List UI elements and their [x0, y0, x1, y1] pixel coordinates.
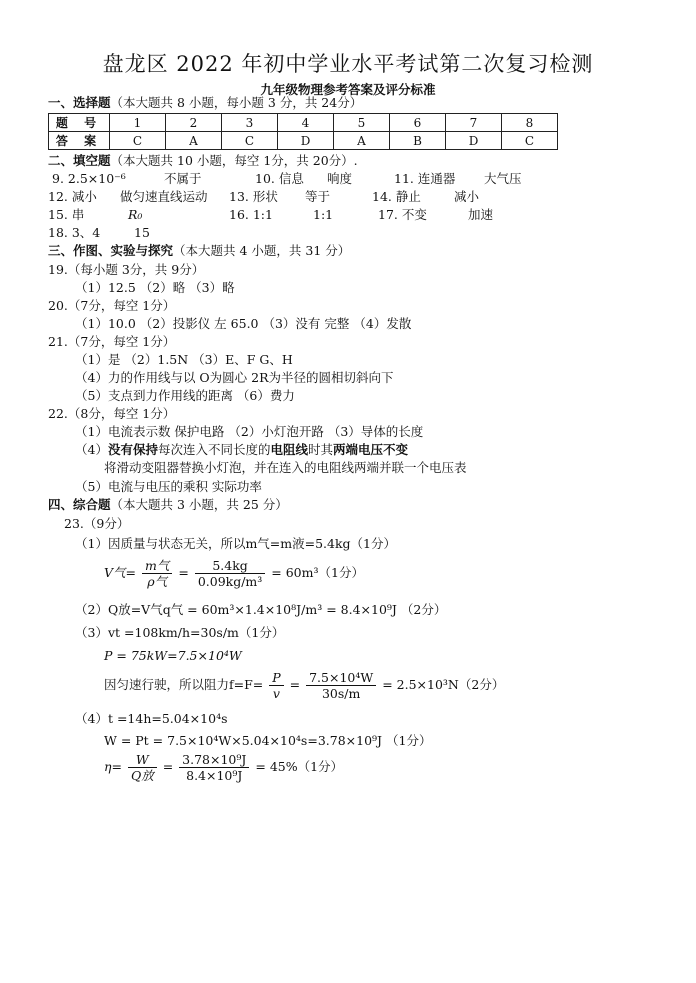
fraction-numerator: m气: [142, 558, 172, 574]
fill-answer: 大气压: [484, 171, 522, 186]
fill-answer: 13. 形状: [229, 189, 278, 204]
section1-heading: 一、选择题: [48, 95, 111, 110]
section3-header: [48, 243, 350, 259]
formula-result: = 2.5×10³N（2分）: [382, 677, 505, 692]
formula-result: = 45%（1分）: [255, 759, 344, 774]
fill-answer: R₀: [128, 207, 143, 222]
q19-head: 19.（每小题 3分，共 9分）: [48, 262, 205, 277]
fraction: [269, 670, 283, 701]
q23-volume-formula: [104, 558, 364, 589]
formula-lhs: 因匀速行驶，所以阻力f=F=: [104, 677, 264, 692]
answer-cell: C: [110, 132, 166, 150]
fill-answer: 14. 静止: [372, 189, 421, 204]
q22-answers-2: [75, 442, 408, 458]
section2-header: [48, 153, 358, 169]
page-subtitle: 九年级物理参考答案及评分标准: [260, 82, 436, 97]
formula-lhs: η=: [104, 759, 122, 774]
question-number: 3: [222, 114, 278, 132]
q22-text: 每次连入不同长度的: [157, 442, 271, 457]
fraction: [142, 558, 172, 589]
q20-head: 20.（7分，每空 1分）: [48, 298, 176, 313]
q22-emphasis: 两端电压不变: [333, 442, 409, 457]
fraction: [306, 670, 376, 701]
question-number: 2: [166, 114, 222, 132]
section4-heading: 四、综合题: [48, 497, 111, 512]
answer-cell: A: [334, 132, 390, 150]
answer-cell: D: [278, 132, 334, 150]
q22-text: 时其: [308, 442, 334, 457]
fill-answer: 1:1: [313, 207, 334, 222]
equals-sign: =: [178, 565, 189, 580]
q22-emphasis: 电阻线: [270, 442, 308, 457]
q19-answers: （1）12.5 （2）略 （3）略: [75, 280, 235, 295]
q22-head: 22.（8分，每空 1分）: [48, 406, 176, 421]
fraction-denominator: 30s/m: [321, 686, 361, 701]
fraction: [128, 752, 157, 783]
question-number: 4: [278, 114, 334, 132]
q23-part3: （3）vt =108km/h=30s/m（1分）: [75, 625, 285, 640]
question-number: 1: [110, 114, 166, 132]
q22-emphasis: 没有保持: [107, 442, 158, 457]
q23-power: P = 75kW=7.5×10⁴W: [104, 648, 242, 663]
q21-answers-2: （4）力的作用线与以 O为圆心 2R为半径的圆相切斜向下: [75, 370, 394, 385]
section1-header: [48, 95, 362, 111]
equals-sign: =: [162, 759, 174, 774]
fill-answer: 加速: [468, 207, 494, 222]
fraction-numerator: P: [269, 670, 283, 686]
answer-table-number-row: [49, 114, 558, 132]
fill-answer: 9. 2.5×10⁻⁶: [52, 171, 126, 186]
fill-answer: 15: [134, 225, 150, 240]
section1-note: （本大题共 8 小题，每小题 3 分，共 24分）: [110, 95, 363, 110]
fill-answer: 11. 连通器: [394, 171, 456, 186]
fraction: [195, 558, 265, 589]
fraction-denominator: 8.4×10⁹J: [186, 768, 243, 783]
fraction-numerator: 5.4kg: [195, 558, 265, 574]
fraction: [179, 752, 249, 783]
answer-cell: A: [166, 132, 222, 150]
equals-sign: =: [289, 677, 301, 692]
section3-note: （本大题共 4 小题，共 31 分）: [173, 243, 351, 258]
section2-heading: 二、填空题: [48, 153, 111, 168]
answer-cell: D: [446, 132, 502, 150]
fill-answer: 15. 串: [48, 207, 85, 222]
q22-answers-4: （5）电流与电压的乘积 实际功率: [75, 479, 262, 494]
q23-part4: （4）t =14h=5.04×10⁴s: [75, 711, 228, 726]
fraction-denominator: 0.09kg/m³: [197, 574, 263, 589]
fill-answer: 16. 1:1: [229, 207, 273, 222]
fill-answer: 18. 3、4: [48, 225, 101, 240]
q22-part-label: （4）: [75, 442, 108, 457]
q23-part1: （1）因质量与状态无关，所以m气=m液=5.4kg（1分）: [75, 536, 397, 551]
fill-answer: 12. 减小: [48, 189, 97, 204]
q21-answers-3: （5）支点到力作用线的距离 （6）费力: [75, 388, 295, 403]
fraction-denominator: Q放: [130, 768, 154, 783]
section2-note: （本大题共 10 小题，每空 1分，共 20分）.: [110, 153, 358, 168]
section4-note: （本大题共 3 小题，共 25 分）: [110, 497, 288, 512]
fill-answer: 不属于: [164, 171, 202, 186]
question-number: 7: [446, 114, 502, 132]
q21-answers-1: （1）是 （2）1.5N （3）E、F G、H: [75, 352, 293, 367]
row-label-question: 题 号: [49, 114, 110, 132]
fraction-numerator: 7.5×10⁴W: [306, 670, 376, 686]
formula-result: = 60m³（1分）: [271, 565, 364, 580]
question-number: 6: [390, 114, 446, 132]
question-number: 5: [334, 114, 390, 132]
q23-force-formula: [104, 670, 504, 701]
q21-head: 21.（7分，每空 1分）: [48, 334, 176, 349]
answer-table: [48, 113, 558, 150]
q20-answers: （1）10.0 （2）投影仪 左 65.0 （3）没有 完整 （4）发散: [75, 316, 412, 331]
fraction-denominator: v: [272, 686, 280, 701]
fraction-numerator: 3.78×10⁹J: [179, 752, 249, 768]
section4-header: [48, 497, 288, 513]
fraction-numerator: W: [128, 752, 157, 768]
fill-answer: 等于: [305, 189, 331, 204]
fill-answer: 减小: [454, 189, 480, 204]
q22-answers-1: （1）电流表示数 保护电路 （2）小灯泡开路 （3）导体的长度: [75, 424, 424, 439]
row-label-answer: 答 案: [49, 132, 110, 150]
answer-cell: B: [390, 132, 446, 150]
fill-answer: 10. 信息: [255, 171, 304, 186]
answer-table-answer-row: [49, 132, 558, 150]
q23-efficiency-formula: [104, 752, 343, 783]
q23-part2: （2）Q放=V气q气 = 60m³×1.4×10⁸J/m³ = 8.4×10⁹J （2分）: [75, 602, 447, 617]
formula-lhs: V气=: [104, 565, 137, 580]
page-title: 盘龙区 2022 年初中学业水平考试第二次复习检测: [102, 52, 594, 76]
answer-cell: C: [222, 132, 278, 150]
q22-answers-3: 将滑动变阻器替换小灯泡，并在连入的电阻线两端并联一个电压表: [104, 460, 467, 475]
answer-cell: C: [502, 132, 558, 150]
fill-answer: 17. 不变: [378, 207, 427, 222]
fill-answer: 做匀速直线运动: [120, 189, 208, 204]
fill-answer: 响度: [327, 171, 353, 186]
q23-head: 23.（9分）: [64, 516, 130, 531]
section3-heading: 三、作图、实验与探究: [48, 243, 174, 258]
fraction-denominator: ρ气: [147, 574, 168, 589]
q23-work: W = Pt = 7.5×10⁴W×5.04×10⁴s=3.78×10⁹J （1分）: [104, 733, 432, 748]
question-number: 8: [502, 114, 558, 132]
